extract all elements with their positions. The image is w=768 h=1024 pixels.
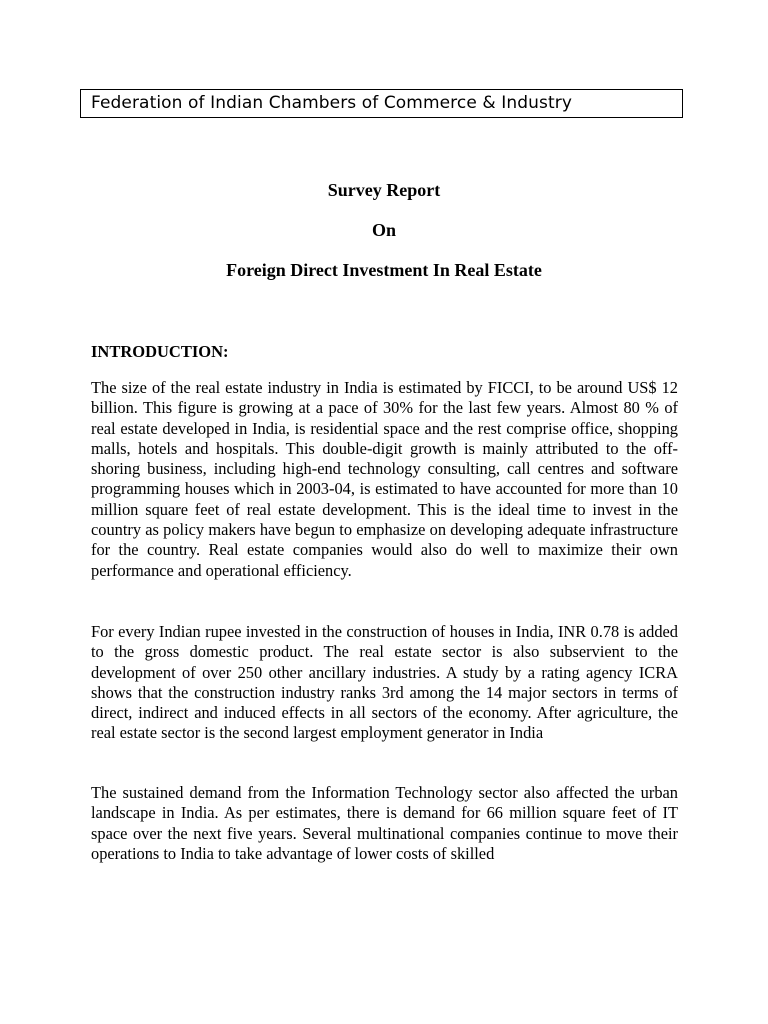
organization-header-box [80, 89, 683, 118]
report-title: Survey Report [327, 180, 441, 200]
report-subject: Foreign Direct Investment In Real Estate [226, 260, 542, 280]
report-title-connector: On [371, 220, 396, 240]
paragraph-3: The sustained demand from the Information Technology sector also affected the urban landscape in India. As per estimates, there is demand for 66 million square feet of IT space over the next five years. Several multinational companies continue to move their operations to India to take advantage of lower costs of skilled [91, 783, 678, 863]
paragraph-2: For every Indian rupee invested in the construction of houses in India, INR 0.78 is added to the gross domestic product. The real estate sector is also subservient to the development of over 250 other ancillary industries. A study by a rating agency ICRA shows that the construction industry ranks 3rd among the 14 major sectors in terms of direct, indirect and induced effects in all sectors of the economy. After agriculture, the real estate sector is the second largest employment generator in India [91, 622, 678, 743]
organization-name: Federation of Indian Chambers of Commerce & Industry [91, 93, 572, 113]
paragraph-1: The size of the real estate industry in India is estimated by FICCI, to be around US$ 12 billion. This figure is growing at a pace of 30% for the last few years. Almost 80 % of real estate developed in India, is residential space and the rest comprise office, shopping malls, hotels and hospitals. This double-digit growth is mainly attributed to the off-shoring business, including high-end technology consulting, call centres and software programming houses which in 2003-04, is estimated to have accounted for more than 10 million square feet of real estate development. This is the ideal time to invest in the country as policy makers have begun to emphasize on developing adequate infrastructure for the country. Real estate companies would also do well to maximize their own performance and operational efficiency. [91, 378, 678, 580]
section-heading: INTRODUCTION: [91, 342, 229, 361]
